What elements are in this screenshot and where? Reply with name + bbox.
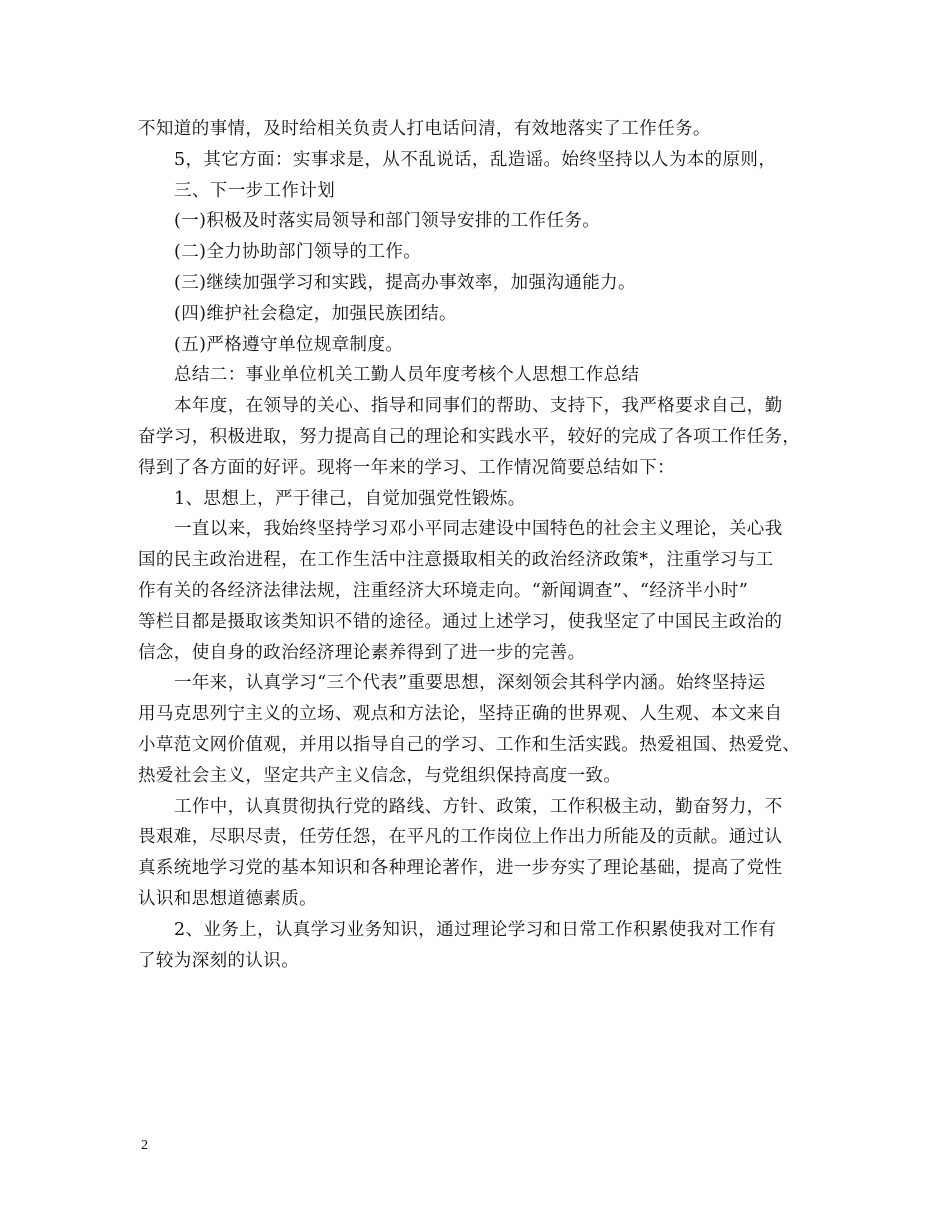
- text-line: 不知道的事情，及时给相关负责人打电话问清，有效地落实了工作任务。: [138, 119, 711, 139]
- text-line: 真系统地学习党的基本知识和各种理论著作，进一步夯实了理论基础，提高了党性: [138, 858, 783, 879]
- text-line: 本年度，在领导的关心、指导和同事们的帮助、支持下，我严格要求自己，勤: [174, 396, 783, 417]
- text-line: 认识和思想道德素质。: [138, 888, 317, 909]
- text-line: 用马克思列宁主义的立场、观点和方法论，坚持正确的世界观、人生观、本文来自: [138, 704, 783, 725]
- text-line: 1、思想上，严于律己，自觉加强党性锻炼。: [174, 488, 526, 509]
- text-line: 一年来，认真学习“三个代表”重要思想，深刻领会其科学内涵。始终坚持运: [174, 673, 766, 694]
- text-line: (二)全力协助部门领导的工作。: [174, 242, 422, 263]
- text-line: (五)严格遵守单位规章制度。: [174, 334, 404, 355]
- page-number: 2: [141, 1138, 148, 1153]
- text-line: 了较为深刻的认识。: [138, 950, 300, 971]
- text-line: 一直以来，我始终坚持学习邓小平同志建设中国特色的社会主义理论，关心我: [174, 519, 783, 540]
- text-line: 2、业务上，认真学习业务知识，通过理论学习和日常工作积累使我对工作有: [174, 919, 777, 940]
- text-line: (一)积极及时落实局领导和部门领导安排的工作任务。: [174, 211, 601, 232]
- text-line: 畏艰难，尽职尽责，任劳任怨，在平凡的工作岗位上作出力所能及的贡献。通过认: [138, 827, 783, 848]
- text-line: (四)维护社会稳定，加强民族团结。: [174, 303, 457, 324]
- text-line: 等栏目都是摄取该类知识不错的途径。通过上述学习，使我坚定了中国民主政治的: [138, 611, 783, 632]
- text-line: 总结二：事业单位机关工勤人员年度考核个人思想工作总结: [174, 365, 640, 386]
- text-line: 作有关的各经济法律法规，注重经济大环境走向。“新闻调查”、“经济半小时”: [138, 580, 749, 601]
- text-line: 三、下一步工作计划: [174, 180, 336, 201]
- text-line: 奋学习，积极进取，努力提高自己的理论和实践水平，较好的完成了各项工作任务，: [138, 426, 801, 447]
- text-line: 热爱社会主义，坚定共产主义信念，与党组织保持高度一致。: [138, 765, 622, 786]
- text-line: 工作中，认真贯彻执行党的路线、方针、政策，工作积极主动，勤奋努力，不: [174, 796, 783, 817]
- text-line: 国的民主政治进程，在工作生活中注意摄取相关的政治经济政策*，注重学习与工: [138, 550, 774, 571]
- text-line: (三)继续加强学习和实践，提高办事效率，加强沟通能力。: [174, 272, 636, 293]
- text-line: 得到了各方面的好评。现将一年来的学习、工作情况简要总结如下：: [138, 457, 675, 478]
- text-line: 信念，使自身的政治经济理论素养得到了进一步的完善。: [138, 642, 586, 663]
- text-line: 5，其它方面：实事求是，从不乱说话，乱造谣。始终坚持以人为本的原则，: [174, 149, 777, 170]
- text-line: 小草范文网价值观，并用以指导自己的学习、工作和生活实践。热爱祖国、热爱党、: [138, 734, 801, 755]
- body-text: [138, 114, 818, 976]
